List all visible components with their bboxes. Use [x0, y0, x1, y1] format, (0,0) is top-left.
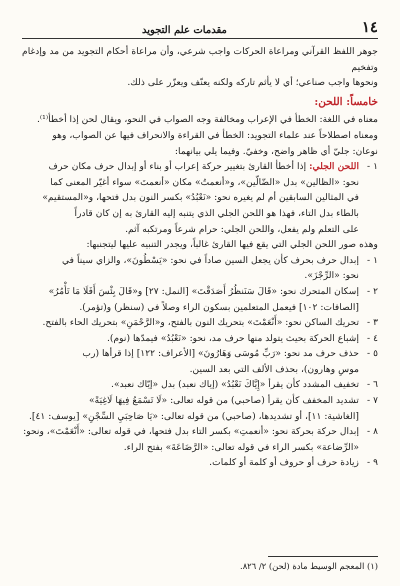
item-line: إشباع الحركة بحيث يتولد منها حرف مد، نحو: «نَعْبُدُ» فيمدّها (نوم).: [106, 332, 359, 344]
item-line: بالطاء بدل التاء، فهذا هو اللحن الجلي الذي يتنبه إليه القارئ به إن كان قادراً: [74, 207, 359, 219]
item-number: ٤ -: [367, 332, 378, 344]
running-title: مقدمات علم التجويد: [142, 25, 227, 36]
forms-intro: وهذه صور اللحن الجلي التي يقع فيها القارئ غالباً، ويجدر التنبيه عليها ليتجنبها:: [86, 239, 378, 251]
item-number: ٦ -: [367, 379, 378, 391]
list-item: [22, 455, 378, 471]
item-number: ١ -: [367, 254, 378, 266]
item-line: تخفيف المشدد كأن يقرأ «إِيَّاكَ نَعْبُدُ» (إياك نعبد) بدل «إيّاك نعبد».: [111, 379, 359, 391]
item-line: [الغاشية: ١١]، أو تشديدها، (صاحبي) من قوله تعالى: «يَا صَاحِبَيِ السِّجْنِ» [يوسف: ٤١].: [28, 410, 359, 422]
definition-line: معناه في اللغة: الخطأ في الإعراب ومخالفة وجه الصواب في النحو، ويقال لحن إذا أخطأ⁽¹⁾.: [36, 114, 378, 126]
item-line: تشديد المخفف كأن يقرأ (صاحبي) من قوله تعالى: «لَا تَسْمَعُ فِيهَا لَاغِيَةً»: [89, 395, 359, 407]
item-line: على التعلم ولم يفعل، واللحن الجلي: حرام شرعاً ومرتكبه آثم.: [125, 223, 359, 235]
list-item: [22, 424, 378, 455]
footnote-divider: [268, 556, 378, 557]
item-number: ٨ -: [367, 426, 378, 438]
item-line: إبدال حركة بحركة نحو: «أنعمتِ» بكسر التاء بدل فتحها، في قوله تعالى: «أَنْعَمْتَ»، ونحو:: [23, 426, 359, 438]
footnote: (١) المعجم الوسيط مادة (لحن) ٢/ ٨٢٦.: [240, 561, 378, 571]
list-item: [22, 315, 378, 331]
item-line: حذف حرف مد نحو: «رَبِّ مُوسَى وَهَارُونَ» [الأعراف: ١٢٢] إذا قرأها (رب: [82, 348, 359, 360]
list-item: [22, 159, 378, 237]
item-line: [الصافات: ١٠٢] فيعمل المتعلمين بسكون الراء وصلاً في (سنظر) و(تؤمر).: [79, 301, 359, 313]
item-number: ٣ -: [367, 317, 378, 329]
definition-line: نوعان: جليّ أي ظاهر واضح، وخفيّ. وفيما يلي بيانهما:: [174, 145, 378, 157]
list-item: [22, 377, 378, 393]
page-header: [22, 10, 378, 36]
item-line: إبدال حرف بحرف كأن يجعل السين صاداً في نحو: «يَسْطُونَ»، والزاي سيناً في: [62, 254, 359, 266]
item-number: ٢ -: [367, 285, 378, 297]
item-line: نحو: «الرِّجْزَ».: [304, 270, 359, 282]
item-line: زيادة حرف أو حروف أو كلمة أو كلمات.: [209, 457, 359, 469]
jali-label: اللحن الجلي:: [309, 161, 359, 173]
item-line: تحريك الساكن نحو: «أَنْعَمْتَ» بتحريك النون بالفتح، و«الرَّحْمَنِ» بتحريك الحاء بالفتح.: [42, 317, 359, 329]
page-number: ١٤: [361, 18, 378, 36]
item-line: إسكان المتحرك نحو: «قَالَ سَنَنظُرُ أَصَدَقْتَ» [النمل: ٢٧] و«قَالَ بِئْسَ أَفَلَا مَا تَأْمُرُ»: [48, 285, 359, 297]
list-item: [22, 393, 378, 424]
item-line: موسِ وهارون)، بحذف الألف التي بعد السين.: [189, 363, 359, 375]
item-line: نحو: «الظالين» بدل «الضّالّين»، و«أنعمتُ» مكان «أنعمتَ» سواء أغيّر المعنى كما: [50, 176, 359, 188]
item-number: ٩ -: [367, 457, 378, 469]
definition-line: ومعناه اصطلاحاً عند علماء التجويد: الخطأ في القراءة والانحراف فيها عن الصواب، وهو: [52, 129, 378, 141]
section-title: خامساً: اللحن:: [314, 95, 378, 108]
item-line: إذا أخطأ القارئ بتغيير حركة إعراب أو بناء أو إبدال حرف مكان حرف: [48, 161, 307, 173]
list-item: [22, 346, 378, 377]
main-text: [22, 44, 378, 471]
intro-line: ونحوها واجب صناعي؛ أي لا يأثم تاركه ولكنه يعنّف ويعزّر على ذلك.: [127, 77, 378, 89]
header-divider: [22, 38, 378, 39]
item-line: في المثالين السابقين أم لم يغيره نحو: «نَعْبُدُ» بكسر النون بدل فتحها، و«المستقيم»: [42, 192, 359, 204]
list-item: [22, 284, 378, 315]
item-number: ١ -: [367, 161, 378, 173]
item-number: ٧ -: [367, 395, 378, 407]
list-item: [22, 253, 378, 284]
intro-line: جوهر اللفظ القرآني ومراعاة الحركات واجب شرعي، وأن مراعاة أحكام التجويد من مد وإدغام وتفخيم: [22, 46, 378, 73]
item-number: ٥ -: [367, 348, 378, 360]
item-line: «الرِّضاعة» بكسر الراء في قوله تعالى: «الرَّضَاعَةَ» بفتح الراء.: [123, 441, 359, 453]
list-item: [22, 331, 378, 347]
